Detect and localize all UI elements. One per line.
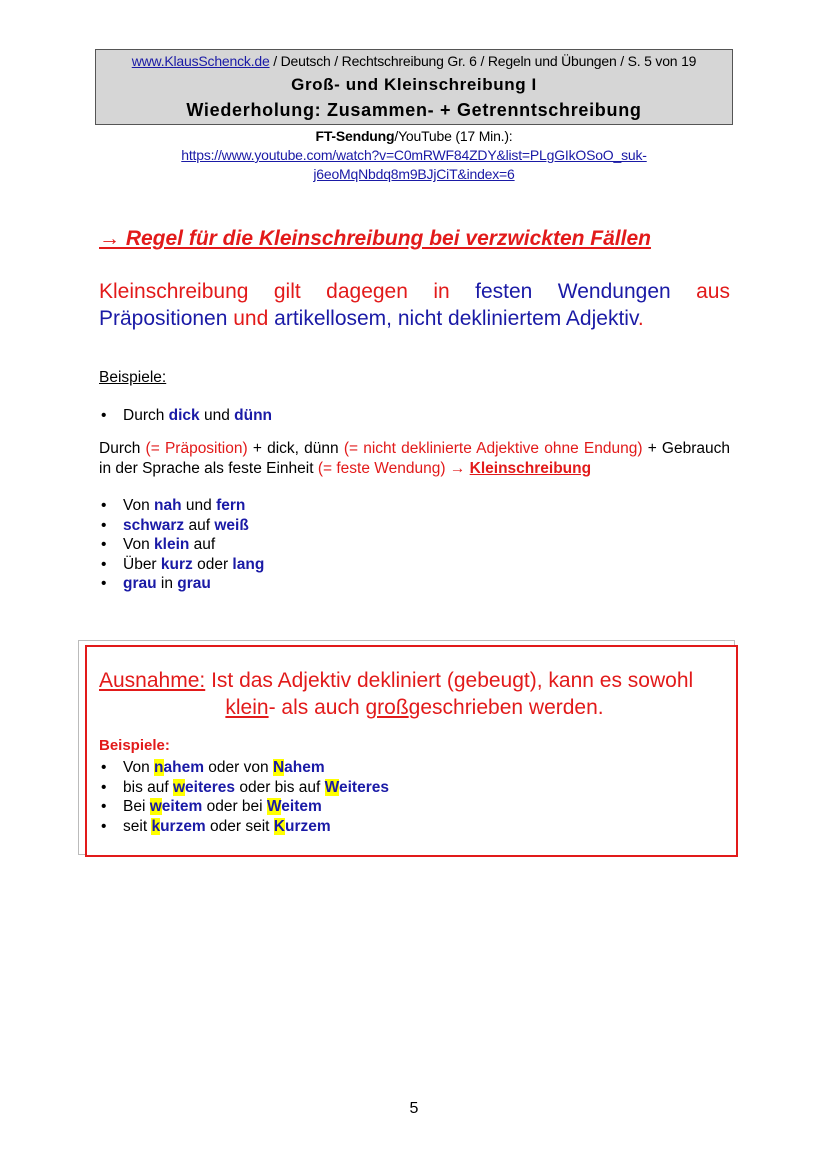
- list-item: [99, 496, 264, 516]
- adjective: eiteres: [185, 778, 236, 796]
- page-number: 5: [409, 1100, 419, 1117]
- list-item: [99, 535, 264, 555]
- text: in: [156, 575, 178, 592]
- rule-part-highlight: artikellosem, nicht dekliniertem Adjektiv: [274, 307, 638, 330]
- rule-part-highlight: Präpositionen: [99, 307, 228, 330]
- breadcrumb-path: / Deutsch / Rechtschreibung Gr. 6 / Regeln und Übungen / S. 5 von 19: [269, 53, 697, 69]
- initial-highlight: K: [273, 817, 285, 835]
- adjective: klein: [154, 536, 190, 553]
- page-title: Groß- und Kleinschreibung I: [291, 75, 537, 94]
- adjective: dick: [168, 407, 200, 424]
- text: und: [199, 407, 235, 424]
- bullet: •: [101, 817, 107, 835]
- exception-examples-label: Beispiele:: [99, 737, 170, 754]
- header-breadcrumb: [96, 53, 732, 69]
- text: und: [181, 497, 217, 514]
- rule-part: aus: [670, 280, 730, 303]
- exception-label: Ausnahme:: [99, 669, 206, 692]
- explanation: [99, 439, 730, 478]
- rule-part: .: [637, 307, 644, 330]
- text: Über: [123, 555, 161, 573]
- annotation: (= feste Wendung): [317, 459, 446, 477]
- text: + Gebrauch in der Sprache als feste Einheit: [99, 440, 730, 477]
- text: oder: [192, 555, 233, 573]
- text: oder bis auf: [235, 778, 325, 796]
- adjective: weiß: [214, 516, 249, 534]
- bullet: •: [101, 759, 107, 776]
- exception-gross: groß: [365, 696, 409, 719]
- video-label: /YouTube (17 Min.):: [394, 128, 513, 144]
- conclusion: Kleinschreibung: [469, 459, 592, 477]
- exception-text: [99, 667, 730, 721]
- adjective: eiteres: [339, 778, 389, 796]
- text: Durch: [123, 407, 169, 424]
- annotation: (= nicht deklinierte Adjektive ohne Endung): [343, 440, 643, 457]
- text: auf: [189, 536, 216, 553]
- list-item: [99, 817, 389, 837]
- exception-end: geschrieben werden.: [408, 696, 604, 719]
- list-item: [99, 778, 389, 798]
- rule-part-highlight: festen Wendungen: [475, 280, 671, 303]
- arrow: →: [445, 459, 470, 477]
- initial-highlight: k: [151, 817, 161, 835]
- initial-highlight: w: [149, 798, 162, 815]
- adjective: nah: [154, 497, 182, 514]
- adjective: grau: [123, 575, 157, 592]
- list-item: [99, 797, 389, 817]
- video-url-line1[interactable]: https://www.youtube.com/watch?v=C0mRWF84ZDY&list=PLgGIkOSoO_suk-: [181, 147, 647, 163]
- exception-klein: klein: [225, 696, 269, 719]
- exception-line1: Ist das Adjektiv dekliniert (gebeugt), kann es sowohl: [205, 669, 694, 692]
- bullet: •: [101, 497, 107, 514]
- text: auf: [184, 516, 215, 534]
- video-url-line2[interactable]: j6eoMqNbdq8m9BJjCiT&index=6: [313, 166, 515, 182]
- bullet: •: [101, 798, 107, 815]
- adjective: ahem: [163, 759, 204, 776]
- adjective: urzem: [160, 817, 206, 835]
- annotation: (= Präposition): [145, 440, 248, 457]
- text: bis auf: [123, 778, 173, 796]
- initial-highlight: W: [266, 798, 282, 815]
- bullet: •: [101, 778, 107, 796]
- adjective: lang: [232, 555, 265, 573]
- text: oder bei: [202, 798, 267, 815]
- rule-part: und: [227, 307, 275, 330]
- initial-highlight: n: [154, 759, 164, 776]
- bullet: •: [101, 407, 107, 424]
- bullet: •: [101, 555, 107, 573]
- text: + dick, dünn: [247, 440, 344, 457]
- initial-highlight: w: [172, 778, 186, 796]
- text: Von: [123, 497, 155, 514]
- adjective: kurz: [160, 555, 193, 573]
- adjective: dünn: [234, 407, 273, 424]
- initial-highlight: N: [272, 759, 285, 776]
- adjective: urzem: [284, 817, 331, 835]
- rule-part: Kleinschreibung gilt dagegen in: [99, 280, 476, 303]
- text: Von: [123, 759, 155, 776]
- example-list: [99, 496, 264, 594]
- exception-mid: - als auch: [268, 696, 366, 719]
- adjective: eitem: [161, 798, 203, 815]
- example-list-first: [99, 406, 272, 426]
- video-label-bold: FT-Sendung: [315, 128, 395, 144]
- initial-highlight: W: [324, 778, 339, 796]
- bullet: •: [101, 536, 107, 553]
- list-item: [99, 516, 264, 536]
- text: Von: [123, 536, 155, 553]
- rule-title: → Regel für die Kleinschreibung bei verzwickten Fällen: [99, 227, 651, 250]
- adjective: fern: [216, 497, 246, 514]
- adjective: eitem: [281, 798, 322, 815]
- site-link[interactable]: www.KlausSchenck.de: [131, 53, 270, 69]
- list-item: [99, 758, 389, 778]
- bullet: •: [101, 516, 107, 534]
- adjective: grau: [177, 575, 211, 592]
- rule-text: [99, 278, 730, 332]
- text: oder von: [204, 759, 273, 776]
- adjective: ahem: [284, 759, 325, 776]
- list-item: [99, 406, 272, 426]
- adjective: schwarz: [123, 516, 185, 534]
- list-item: [99, 555, 264, 575]
- examples-label: Beispiele:: [99, 369, 167, 386]
- header-box: [95, 49, 733, 125]
- video-reference: [120, 127, 708, 184]
- bullet: •: [101, 575, 107, 592]
- page-subtitle: Wiederholung: Zusammen- + Getrenntschreibung: [186, 100, 642, 120]
- text: Bei: [123, 798, 150, 815]
- text: Durch: [99, 440, 146, 457]
- text: oder seit: [205, 817, 274, 835]
- text: seit: [123, 817, 152, 835]
- list-item: [99, 574, 264, 594]
- exception-example-list: [99, 758, 389, 836]
